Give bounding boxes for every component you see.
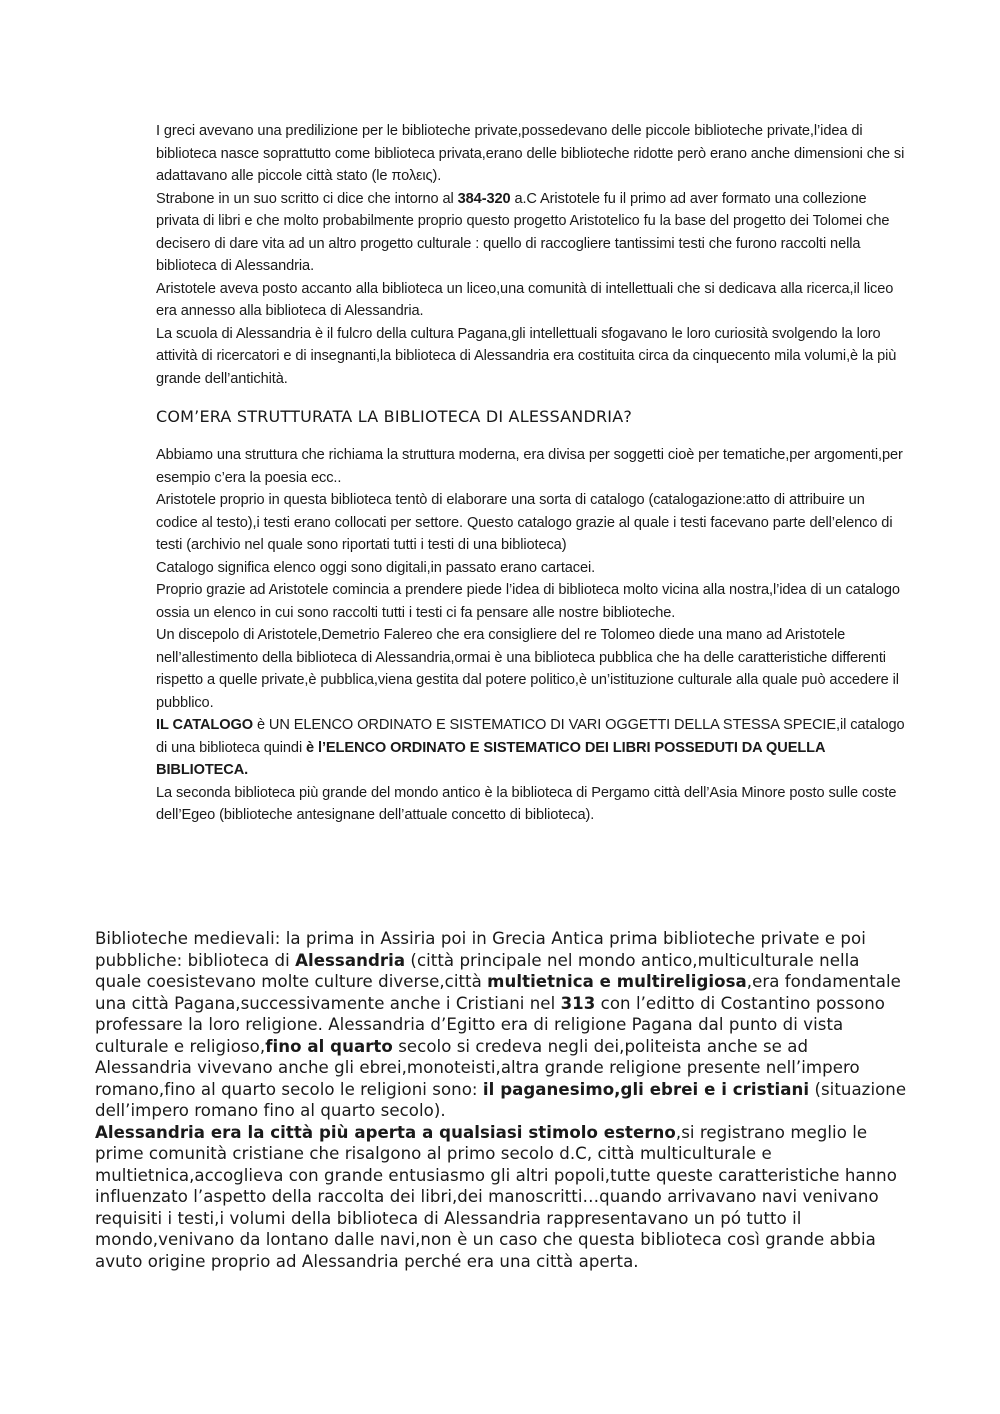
paragraph-demetrio: Un discepolo di Aristotele,Demetrio Falereo che era consigliere del re Tolomeo diede una mano ad Aristotele nell’allestimento della biblioteca di Alessandria,ormai è una biblioteca pubblica che ha delle caratteristiche differenti rispetto a quelle private,è pubblica,viena gestita dal potere politico,è un’istituzione culturale alla quale può accedere il pubblico. — [156, 627, 899, 711]
paragraph-scuola: La scuola di Alessandria è il fulcro della cultura Pagana,gli intellettuali sfogavano le loro curiosità svolgendo la loro attività di ricercatori e di insegnanti,la biblioteca di Alessandria era costituita circa da cinquecento mila volumi,è la più grande dell’antichità. — [156, 325, 897, 387]
section-medieval-libraries — [95, 928, 910, 1272]
date-range: 384-320 — [457, 190, 511, 207]
paragraph-catalogo-significa: Catalogo significa elenco oggi sono digitali,in passato erano cartacei. — [156, 559, 596, 576]
section-heading: COM’ERA STRUTTURATA LA BIBLIOTECA DI ALESSANDRIA? — [156, 407, 633, 426]
paragraph-struttura: Abbiamo una struttura che richiama la struttura moderna, era divisa per soggetti cioè per tematiche,per argomenti,per esempio c’era la poesia ecc.. — [156, 447, 903, 486]
paragraph-liceo: Aristotele aveva posto accanto alla biblioteca un liceo,una comunità di intellettuali che si dedicava alla ricerca,il liceo era annesso alla biblioteca di Alessandria. — [156, 280, 894, 319]
paragraph-idea-biblioteca: Proprio grazie ad Aristotele comincia a prendere piede l’idea di biblioteca molto vicina alla nostra,l’idea di un catalogo ossia un elenco in cui sono raccolti tutti i testi ci fa pensare alle nostre biblioteche. — [156, 582, 900, 621]
paragraph-medievali: Biblioteche medievali: la prima in Assiria poi in Grecia Antica prima biblioteche private e poi pubbliche: biblioteca di Alessandria (città principale nel mondo antico,multiculturale nella quale coesistevano molte culture diverse,città multietnica e multireligiosa,era fondamentale una città Pagana,successivamente anche i Cristiani nel 313 con l’editto di Costantino possono professare la loro religione. Alessandria d’Egitto era di religione Pagana dal punto di vista culturale e religioso,fino al quarto secolo si credeva negli dei,politeista anche se ad Alessandria vivevano anche gli ebrei,monoteisti,altra grande religione presente nell’impero romano,fino al quarto secolo le religioni sono: il paganesimo,gli ebrei e i cristiani (situazione dell’impero romano fino al quarto secolo). — [95, 929, 907, 1120]
paragraph-private-libraries: I greci avevano una predilizione per le biblioteche private,possedevano delle piccole biblioteche private,l’idea di biblioteca nasce soprattutto come biblioteca privata,erano delle biblioteche ridotte però erano anche dimensioni che si adattavano alle piccole città stato (le πολεις). — [156, 123, 905, 184]
paragraph-definizione-catalogo: IL CATALOGO è UN ELENCO ORDINATO E SISTEMATICO DI VARI OGGETTI DELLA STESSA SPECIE,il catalogo di una biblioteca quindi è l’ELENCO ORDINATO E SISTEMATICO DEI LIBRI POSSEDUTI DA QUELLA BIBLIOTECA. — [156, 717, 905, 778]
paragraph-strabone: Strabone in un suo scritto ci dice che intorno al 384-320 a.C Aristotele fu il primo ad aver formato una collezione privata di libri e che molto probabilmente proprio questo progetto Aristotelico fu la base del progetto dei Tolomei che decisero di dare vita ad un altro progetto culturale : quello di raccogliere tantissimi testi che furono raccolti nella biblioteca di Alessandria. — [156, 190, 890, 274]
section-greek-libraries — [156, 120, 908, 827]
paragraph-pergamo: La seconda biblioteca più grande del mondo antico è la biblioteca di Pergamo città dell’Asia Minore posto sulle coste dell’Egeo (biblioteche antesignane dell’attuale concetto di biblioteca). — [156, 784, 897, 823]
paragraph-citta-aperta: Alessandria era la città più aperta a qualsiasi stimolo esterno,si registrano meglio le prime comunità cristiane che risalgono al primo secolo d.C, città multiculturale e multietnica,accoglieva con grande entusiasmo gli altri popoli,tutte queste caratteristiche hanno influenzato l’aspetto della raccolta dei libri,dei manoscritti…quando arrivavano navi venivano requisiti i testi,i volumi della biblioteca di Alessandria rappresentavano un pó tutto il mondo,venivano da lontano dalle navi,non è un caso che questa biblioteca così grande abbia avuto origine proprio ad Alessandria perché era una città aperta. — [95, 1122, 897, 1271]
paragraph-catalogo-aristotele: Aristotele proprio in questa biblioteca tentò di elaborare una sorta di catalogo (catalogazione:atto di attribuire un codice al testo),i testi erano collocati per settore. Questo catalogo grazie al quale i testi facevano parte dell’elenco di testi (archivio nel quale sono riportati tutti i testi di una biblioteca) — [156, 492, 893, 553]
